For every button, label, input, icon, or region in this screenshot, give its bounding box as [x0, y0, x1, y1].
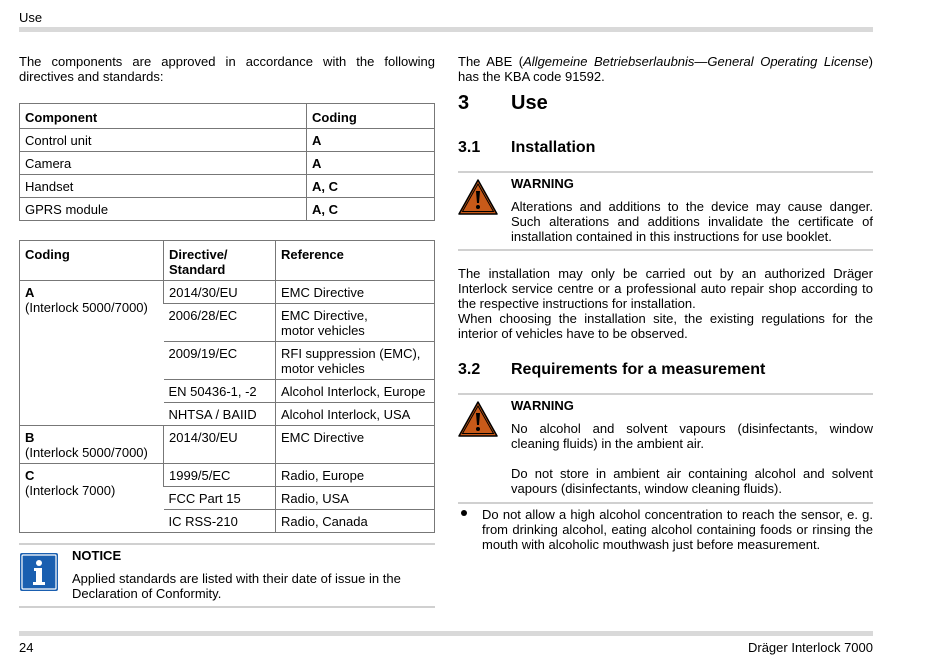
notice-box: [19, 543, 435, 608]
component-table: [19, 103, 435, 221]
directive-cell: NHTSA / BAIID: [164, 403, 276, 426]
reference-cell: Radio, Europe: [276, 464, 435, 487]
installation-paragraph: [458, 266, 873, 341]
bullet-text: Do not allow a high alcohol concentration to reach the sensor, e. g. from drinking alcohol, eating alcohol containing foods or rinsing the mouth with alcoholic mouthwash just before measurement.: [482, 507, 873, 552]
running-header: Use: [19, 10, 43, 25]
directive-cell: EN 50436-1, -2: [164, 380, 276, 403]
table-row: [20, 198, 435, 221]
component-cell: GPRS module: [20, 198, 307, 221]
page-number: 24: [19, 640, 34, 655]
abe-suffix: ) has the KBA code 91592.: [458, 54, 874, 84]
warning-title: WARNING: [511, 398, 574, 413]
component-cell: Control unit: [20, 129, 307, 152]
warning-triangle-icon: [458, 179, 498, 215]
directive-cell: 1999/5/EC: [164, 464, 276, 487]
notice-text: Applied standards are listed with their date of issue in the Declaration of Conformity.: [72, 571, 401, 601]
installation-text-1: The installation may only be carried out by an authorized Dräger Interlock service centre or a professional auto repair shop according to the respective instructions for installation.: [458, 266, 873, 311]
coding-cell: A, C: [307, 175, 435, 198]
footer-rule: [19, 631, 873, 636]
reference-cell: Alcohol Interlock, USA: [276, 403, 435, 426]
coding-group-b: [20, 426, 164, 464]
coding-cell: A: [307, 129, 435, 152]
table-row: [20, 175, 435, 198]
header-rule: [19, 27, 873, 32]
coding-cell: A, C: [307, 198, 435, 221]
coding-letter: B: [25, 430, 35, 445]
reference-cell: EMC Directive: [276, 426, 435, 464]
table-row: [20, 129, 435, 152]
warning-text: Do not store in ambient air containing alcohol and solvent vapours (disinfectants, window cleaning fluids).: [511, 466, 873, 496]
coding-group-c: [20, 464, 164, 533]
chapter-title: Use: [511, 92, 548, 114]
table-row: [20, 152, 435, 175]
reference-cell: Radio, USA: [276, 487, 435, 510]
directive-cell: IC RSS-210: [164, 510, 276, 533]
directive-cell: 2014/30/EU: [164, 426, 276, 464]
warning-text: Alterations and additions to the device may cause danger. Such alterations and additions invalidate the certificate of installation contained in this instructions for use booklet.: [511, 199, 873, 244]
warning-title: WARNING: [511, 176, 574, 191]
coding-letter: C: [25, 468, 35, 483]
installation-text-2: When choosing the installation site, the existing regulations for the interior of vehicles have to be observed.: [458, 311, 873, 341]
section-3-1-number: 3.1: [458, 139, 481, 156]
abe-italic: Allgemeine Betriebserlaubnis—General Operating License: [523, 54, 869, 69]
intro-paragraph: The components are approved in accordance with the following directives and standards:: [19, 54, 435, 84]
directive-cell: 2009/19/EC: [164, 342, 276, 380]
warning-text: No alcohol and solvent vapours (disinfectants, window cleaning fluids) in the ambient air.: [511, 421, 873, 451]
notice-title: NOTICE: [72, 548, 122, 563]
section-3-2-number: 3.2: [458, 361, 481, 378]
reference-cell: EMC Directive: [276, 281, 435, 304]
footer-product: Dräger Interlock 7000: [747, 640, 873, 655]
warning-triangle-icon: [458, 401, 498, 437]
chapter-number: 3: [458, 92, 470, 114]
reference-cell: EMC Directive, motor vehicles: [276, 304, 435, 342]
info-icon: [20, 553, 58, 591]
table2-header-coding: Coding: [20, 241, 164, 281]
warning-box-measurement: [458, 393, 873, 504]
table-row: [20, 281, 435, 304]
component-cell: Handset: [20, 175, 307, 198]
table1-header-coding: Coding: [307, 104, 435, 129]
directive-cell: 2014/30/EU: [164, 281, 276, 304]
directive-cell: 2006/28/EC: [164, 304, 276, 342]
component-cell: Camera: [20, 152, 307, 175]
warning-box-installation: [458, 171, 873, 251]
directive-table: [19, 240, 435, 533]
coding-variant: (Interlock 5000/7000): [25, 445, 148, 460]
abe-paragraph: [458, 54, 873, 84]
coding-variant: (Interlock 5000/7000): [25, 300, 148, 315]
reference-cell: RFI suppression (EMC), motor vehicles: [276, 342, 435, 380]
table-row: [20, 464, 435, 487]
table2-header-reference: Reference: [276, 241, 435, 281]
reference-cell: Alcohol Interlock, Europe: [276, 380, 435, 403]
coding-variant: (Interlock 7000): [25, 483, 116, 498]
table-row: [20, 426, 435, 464]
reference-cell: Radio, Canada: [276, 510, 435, 533]
coding-group-a: [20, 281, 164, 426]
table2-header-directive: Directive/ Standard: [164, 241, 276, 281]
directive-cell: FCC Part 15: [164, 487, 276, 510]
coding-cell: A: [307, 152, 435, 175]
bullet-dot: [461, 510, 467, 516]
section-3-1-title: Installation: [511, 139, 596, 156]
table1-header-component: Component: [20, 104, 307, 129]
coding-letter: A: [25, 285, 35, 300]
section-3-2-title: Requirements for a measurement: [511, 361, 766, 378]
abe-prefix: The ABE (: [458, 54, 524, 69]
